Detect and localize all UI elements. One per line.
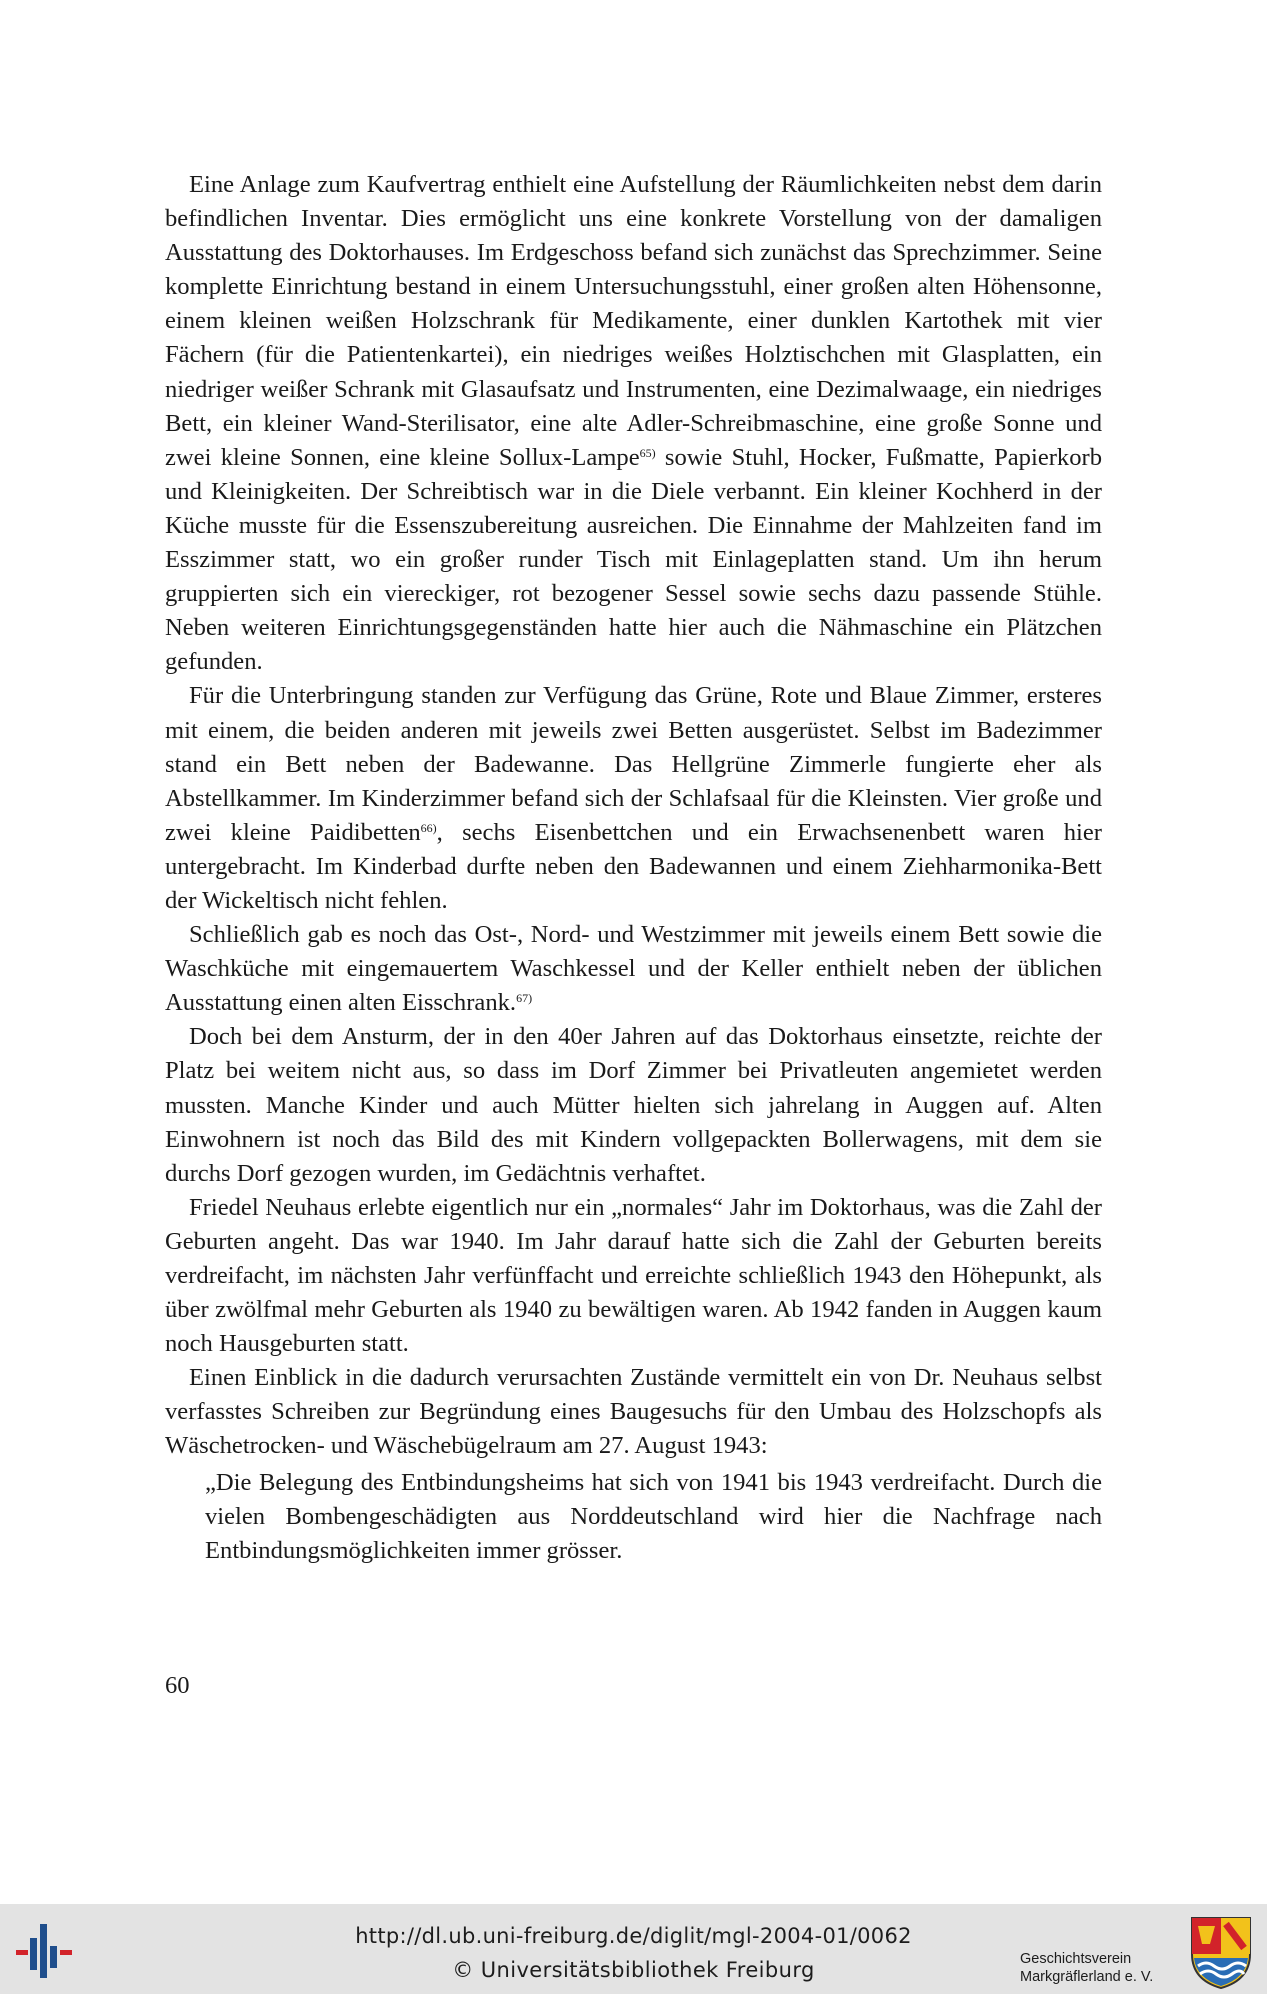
page-body [165,168,1102,1568]
page-number: 60 [165,1672,190,1699]
paragraph: Eine Anlage zum Kaufvertrag enthielt eine Aufstellung der Räumlichkeiten nebst dem darin befindlichen Inventar. Dies ermöglicht uns eine konkrete Vorstellung von der damaligen Ausstattung des Doktorhauses. Im Erdgeschoss befand sich zunächst das Sprechzimmer. Seine komplette Einrichtung bestand in einem Untersuchungsstuhl, einer großen alten Höhensonne, einem kleinen weißen Holzschrank für Medikamente, einer dunklen Kartothek mit vier Fächern (für die Patientenkartei), ein niedriges weißes Holztischchen mit Glasplatten, ein niedriger weißer Schrank mit Glasaufsatz und Instrumenten, eine Dezimalwaage, ein niedriges Bett, ein kleiner Wand-Sterilisator, eine alte Adler-Schreibmaschine, eine große Sonne und zwei kleine Sonnen, eine kleine Sollux-Lampe$^{65)}$ sowie Stuhl, Hocker, Fußmatte, Papierkorb und Kleinigkeiten. Der Schreibtisch war in die Diele verbannt. Ein kleiner Kochherd in der Küche musste für die Essenszubereitung ausreichen. Die Einnahme der Mahlzeiten fand im Esszimmer statt, wo ein großer runder Tisch mit Einlageplatten stand. Um ihn herum gruppierten sich ein viereckiger, rot bezogener Sessel sowie sechs dazu passende Stühle. Neben weiteren Einrichtungsgegenständen hatte hier auch die Nähmaschine ein Plätzchen gefunden. [165,171,1102,676]
copyright-notice: © Universitätsbibliothek Freiburg [452,1958,815,1982]
paragraph: Einen Einblick in die dadurch verursachten Zustände vermittelt ein von Dr. Neuhaus selbst verfasstes Schreiben zur Begründung eines Baugesuchs für den Umbau des Holzschopfs als Wäschetrocken- und Wäschebügelraum am 27. August 1943: [165,1364,1102,1460]
society-name [1020,1950,1153,1986]
paragraph: Schließlich gab es noch das Ost-, Nord- und Westzimmer mit jeweils einem Bett sowie die Waschküche mit eingemauertem Waschkessel und der Keller enthielt neben der üblichen Ausstattung einen alten Eisschrank.$^{67)}$ [165,921,1102,1017]
block-quote: „Die Belegung des Entbindungsheims hat sich von 1941 bis 1943 verdreifacht. Durch die vielen Bombengeschädigten aus Norddeutschland wird hier die Nachfrage nach Entbindungsmöglichkeiten immer grösser. [205,1468,1102,1564]
society-line-1: Geschichtsverein [1020,1951,1132,1967]
footnote-ref: 65) [639,445,656,460]
paragraph: Friedel Neuhaus erlebte eigentlich nur ein „normales“ Jahr im Doktorhaus, was die Zahl der Geburten angeht. Das war 1940. Im Jahr darauf hatte sich die Zahl der Geburten bereits verdreifacht, im nächsten Jahr verfünffacht und erreichte schließlich 1943 den Höhepunkt, als über zwölfmal mehr Geburten als 1940 zu bewältigen waren. Ab 1942 fanden in Auggen kaum noch Hausgeburten statt. [165,1193,1102,1358]
document-url[interactable]: http://dl.ub.uni-freiburg.de/diglit/mgl-2004-01/0062 [355,1924,912,1948]
paragraph: Doch bei dem Ansturm, der in den 40er Jahren auf das Doktorhaus einsetzte, reichte der Platz bei weitem nicht aus, so dass im Dorf Zimmer bei Privatleuten angemietet werden mussten. Manche Kinder und auch Mütter hielten sich jahrelang in Auggen auf. Alten Einwohnern ist noch das Bild des mit Kindern vollgepackten Bollerwagens, mit dem sie durchs Dorf gezogen wurden, im Gedächtnis verhaftet. [165,1023,1102,1187]
coat-of-arms-icon [1188,1914,1254,1990]
footer-bar [0,1904,1267,1994]
footnote-ref: 66) [420,820,437,835]
paragraph: Für die Unterbringung standen zur Verfügung das Grüne, Rote und Blaue Zimmer, ersteres mit einem, die beiden anderen mit jeweils zwei Betten ausgerüstet. Selbst im Badezimmer stand ein Bett neben der Badewanne. Das Hellgrüne Zimmerle fungierte eher als Abstellkammer. Im Kinderzimmer befand sich der Schlafsaal für die Kleinsten. Vier große und zwei kleine Paidibetten$^{66)}$, sechs Eisenbettchen und ein Erwachsenenbett waren hier untergebracht. Im Kinderbad durfte neben den Badewannen und einem Ziehharmonika-Bett der Wickeltisch nicht fehlen. [165,682,1102,914]
footnote-ref: 67) [516,991,533,1006]
society-line-2: Markgräflerland e. V. [1020,1969,1154,1985]
